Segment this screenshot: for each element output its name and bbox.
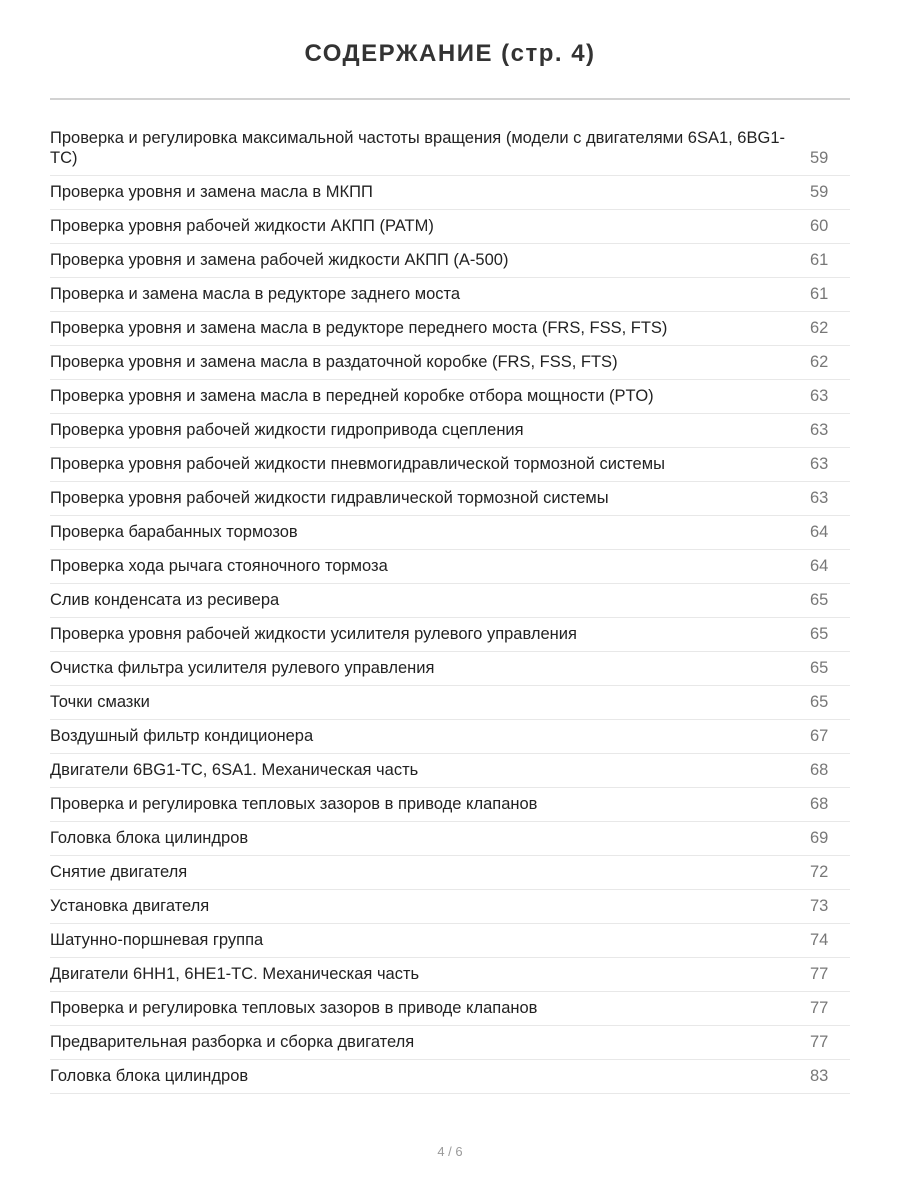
- table-of-contents: [50, 124, 850, 1094]
- toc-entry[interactable]: [50, 618, 850, 652]
- toc-entry[interactable]: [50, 124, 850, 176]
- title-divider: [50, 98, 850, 100]
- toc-entry-title: Проверка уровня и замена масла в редукторе переднего моста (FRS, FSS, FTS): [50, 319, 668, 337]
- toc-entry-page: 74: [810, 931, 829, 949]
- toc-entry[interactable]: [50, 924, 850, 958]
- toc-entry-title: Проверка хода рычага стояночного тормоза: [50, 557, 388, 575]
- toc-entry-title: Двигатели 6BG1-TC, 6SA1. Механическая часть: [50, 761, 419, 779]
- toc-entry-title: Снятие двигателя: [50, 863, 188, 881]
- toc-entry-title: Установка двигателя: [50, 897, 210, 915]
- toc-entry-title: Проверка уровня и замена рабочей жидкости АКПП (A-500): [50, 251, 509, 269]
- toc-entry-title: Точки смазки: [50, 693, 150, 711]
- toc-entry[interactable]: [50, 278, 850, 312]
- toc-entry[interactable]: [50, 550, 850, 584]
- toc-entry[interactable]: [50, 1060, 850, 1094]
- toc-entry-page: 63: [810, 455, 829, 473]
- toc-entry-page: 68: [810, 761, 829, 779]
- toc-entry-page: 69: [810, 829, 829, 847]
- toc-entry-title: Проверка и регулировка тепловых зазоров в приводе клапанов: [50, 795, 538, 813]
- toc-entry[interactable]: [50, 788, 850, 822]
- toc-entry[interactable]: [50, 720, 850, 754]
- toc-entry[interactable]: [50, 822, 850, 856]
- toc-entry-page: 62: [810, 319, 829, 337]
- toc-entry-page: 65: [810, 591, 829, 609]
- toc-entry-page: 60: [810, 217, 829, 235]
- toc-entry[interactable]: [50, 856, 850, 890]
- toc-entry[interactable]: [50, 176, 850, 210]
- toc-entry[interactable]: [50, 414, 850, 448]
- toc-entry[interactable]: [50, 244, 850, 278]
- toc-entry-title: Проверка уровня рабочей жидкости АКПП (PATM): [50, 217, 434, 235]
- toc-entry[interactable]: [50, 482, 850, 516]
- toc-entry-page: 61: [810, 251, 829, 269]
- toc-entry-page: 65: [810, 625, 829, 643]
- toc-entry-title: Проверка уровня рабочей жидкости гидравлической тормозной системы: [50, 489, 609, 507]
- toc-entry-page: 64: [810, 557, 829, 575]
- toc-entry[interactable]: [50, 686, 850, 720]
- toc-entry-page: 63: [810, 421, 829, 439]
- toc-entry-title: Проверка уровня рабочей жидкости гидропривода сцепления: [50, 421, 524, 439]
- toc-entry-page: 61: [810, 285, 829, 303]
- toc-entry-page: 63: [810, 387, 829, 405]
- toc-entry-title: Проверка барабанных тормозов: [50, 523, 298, 541]
- toc-entry-page: 62: [810, 353, 829, 371]
- toc-entry[interactable]: [50, 312, 850, 346]
- toc-entry-title: Головка блока цилиндров: [50, 829, 249, 847]
- toc-entry-page: 59: [810, 183, 829, 201]
- toc-entry-page: 65: [810, 693, 829, 711]
- toc-entry-page: 65: [810, 659, 829, 677]
- toc-entry[interactable]: [50, 448, 850, 482]
- toc-entry-page: 77: [810, 1033, 829, 1051]
- toc-entry[interactable]: [50, 890, 850, 924]
- toc-entry[interactable]: [50, 652, 850, 686]
- toc-entry-page: 77: [810, 999, 829, 1017]
- toc-entry-title: Двигатели 6HH1, 6HE1-TC. Механическая часть: [50, 965, 420, 983]
- toc-entry-page: 73: [810, 897, 829, 915]
- toc-entry-title: Слив конденсата из ресивера: [50, 591, 280, 609]
- toc-entry[interactable]: [50, 346, 850, 380]
- toc-entry-title: Проверка уровня и замена масла в МКПП: [50, 183, 373, 201]
- page-title: СОДЕРЖАНИЕ (стр. 4): [304, 40, 596, 67]
- toc-entry-page: 83: [810, 1067, 829, 1085]
- toc-entry[interactable]: [50, 380, 850, 414]
- toc-entry[interactable]: [50, 210, 850, 244]
- toc-entry-page: 67: [810, 727, 829, 745]
- toc-entry-page: 64: [810, 523, 829, 541]
- toc-entry-title: Проверка и регулировка максимальной частоты вращения (модели с двигателями 6SA1, 6BG1-TC): [50, 129, 785, 167]
- toc-entry-title: Проверка уровня и замена масла в раздаточной коробке (FRS, FSS, FTS): [50, 353, 618, 371]
- toc-entry-page: 63: [810, 489, 829, 507]
- toc-entry[interactable]: [50, 958, 850, 992]
- toc-entry-page: 59: [810, 149, 829, 167]
- toc-entry-title: Проверка и замена масла в редукторе заднего моста: [50, 285, 461, 303]
- toc-entry-page: 77: [810, 965, 829, 983]
- toc-entry-page: 68: [810, 795, 829, 813]
- toc-entry[interactable]: [50, 1026, 850, 1060]
- toc-entry-title: Шатунно-поршневая группа: [50, 931, 264, 949]
- toc-entry-title: Воздушный фильтр кондиционера: [50, 727, 314, 745]
- toc-entry-title: Предварительная разборка и сборка двигателя: [50, 1033, 415, 1051]
- document-page: [50, 0, 850, 1200]
- toc-entry-page: 72: [810, 863, 829, 881]
- toc-entry[interactable]: [50, 754, 850, 788]
- toc-entry-title: Проверка уровня рабочей жидкости пневмогидравлической тормозной системы: [50, 455, 665, 473]
- toc-entry[interactable]: [50, 516, 850, 550]
- toc-entry-title: Очистка фильтра усилителя рулевого управления: [50, 659, 435, 677]
- page-indicator: 4 / 6: [437, 1144, 463, 1159]
- toc-entry-title: Проверка уровня рабочей жидкости усилителя рулевого управления: [50, 625, 577, 643]
- toc-entry[interactable]: [50, 992, 850, 1026]
- toc-entry-title: Проверка и регулировка тепловых зазоров в приводе клапанов: [50, 999, 538, 1017]
- toc-entry[interactable]: [50, 584, 850, 618]
- toc-entry-title: Проверка уровня и замена масла в передней коробке отбора мощности (PTO): [50, 387, 654, 405]
- toc-entry-title: Головка блока цилиндров: [50, 1067, 249, 1085]
